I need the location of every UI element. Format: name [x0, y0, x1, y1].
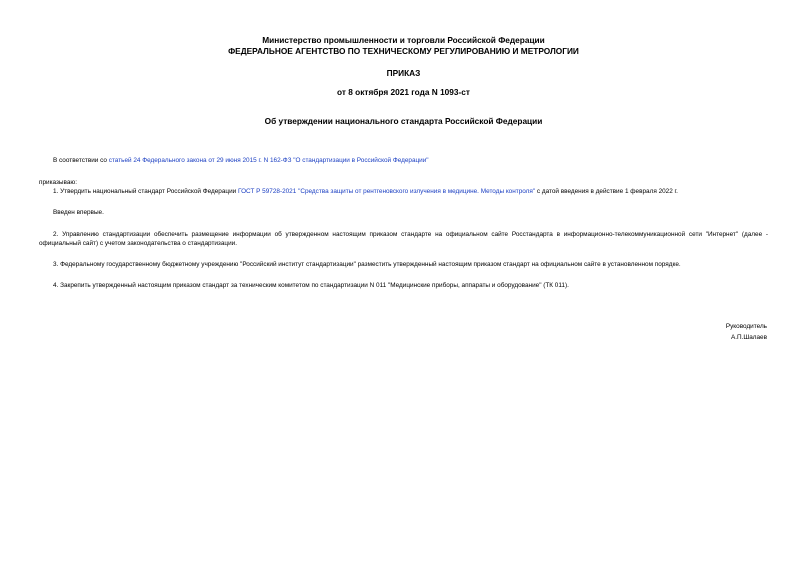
item-4: 4. Закрепить утвержденный настоящим приказом стандарт за техническим комитетом по стандартизации N 011 "Медицинские приборы, аппараты и оборудование" (ТК 011). — [53, 282, 569, 289]
first-introduced: Введен впервые. — [53, 209, 104, 216]
item-3: 3. Федеральному государственному бюджетному учреждению "Российский институт стандартизации" разместить утвержденный настоящим приказом стандарт на официальном сайте в установленном порядке. — [53, 261, 681, 268]
item-1-suffix: с датой введения в действие 1 февраля 2022 г. — [535, 188, 678, 195]
signature-name: А.П.Шалаев — [730, 334, 767, 341]
gost-link[interactable]: ГОСТ Р 59728-2021 "Средства защиты от рентгеновского излучения в медицине. Методы контроля" — [237, 188, 536, 195]
doc-type: ПРИКАЗ — [386, 68, 421, 78]
agency-heading: ФЕДЕРАЛЬНОЕ АГЕНТСТВО ПО ТЕХНИЧЕСКОМУ РЕГУЛИРОВАНИЮ И МЕТРОЛОГИИ — [228, 46, 579, 56]
item-1-prefix: 1. Утвердить национальный стандарт Российской Федерации — [53, 188, 238, 195]
law-link[interactable]: статьей 24 Федерального закона от 29 июня 2015 г. N 162-ФЗ "О стандартизации в Российской Федерации" — [108, 157, 429, 164]
ministry-heading: Министерство промышленности и торговли Российской Федерации — [262, 35, 545, 45]
signature-position: Руководитель — [725, 323, 767, 330]
doc-date: от 8 октября 2021 года N 1093-ст — [337, 87, 470, 97]
intro-paragraph — [39, 156, 768, 165]
intro-prefix: В соответствии со — [53, 157, 109, 164]
signature-block — [726, 321, 767, 343]
doc-title: Об утверждении национального стандарта Российской Федерации — [264, 116, 543, 126]
item-1 — [39, 187, 768, 196]
item-2: 2. Управлению стандартизации обеспечить размещение информации об утвержденном настоящим приказом стандарте на официальном сайте Росстандарта в информационно-телекоммуникационной сети "Интернет" (далее - официальный сайт) с учетом законодательства о стандартизации. — [39, 231, 768, 247]
order-word: приказываю: — [39, 179, 77, 186]
